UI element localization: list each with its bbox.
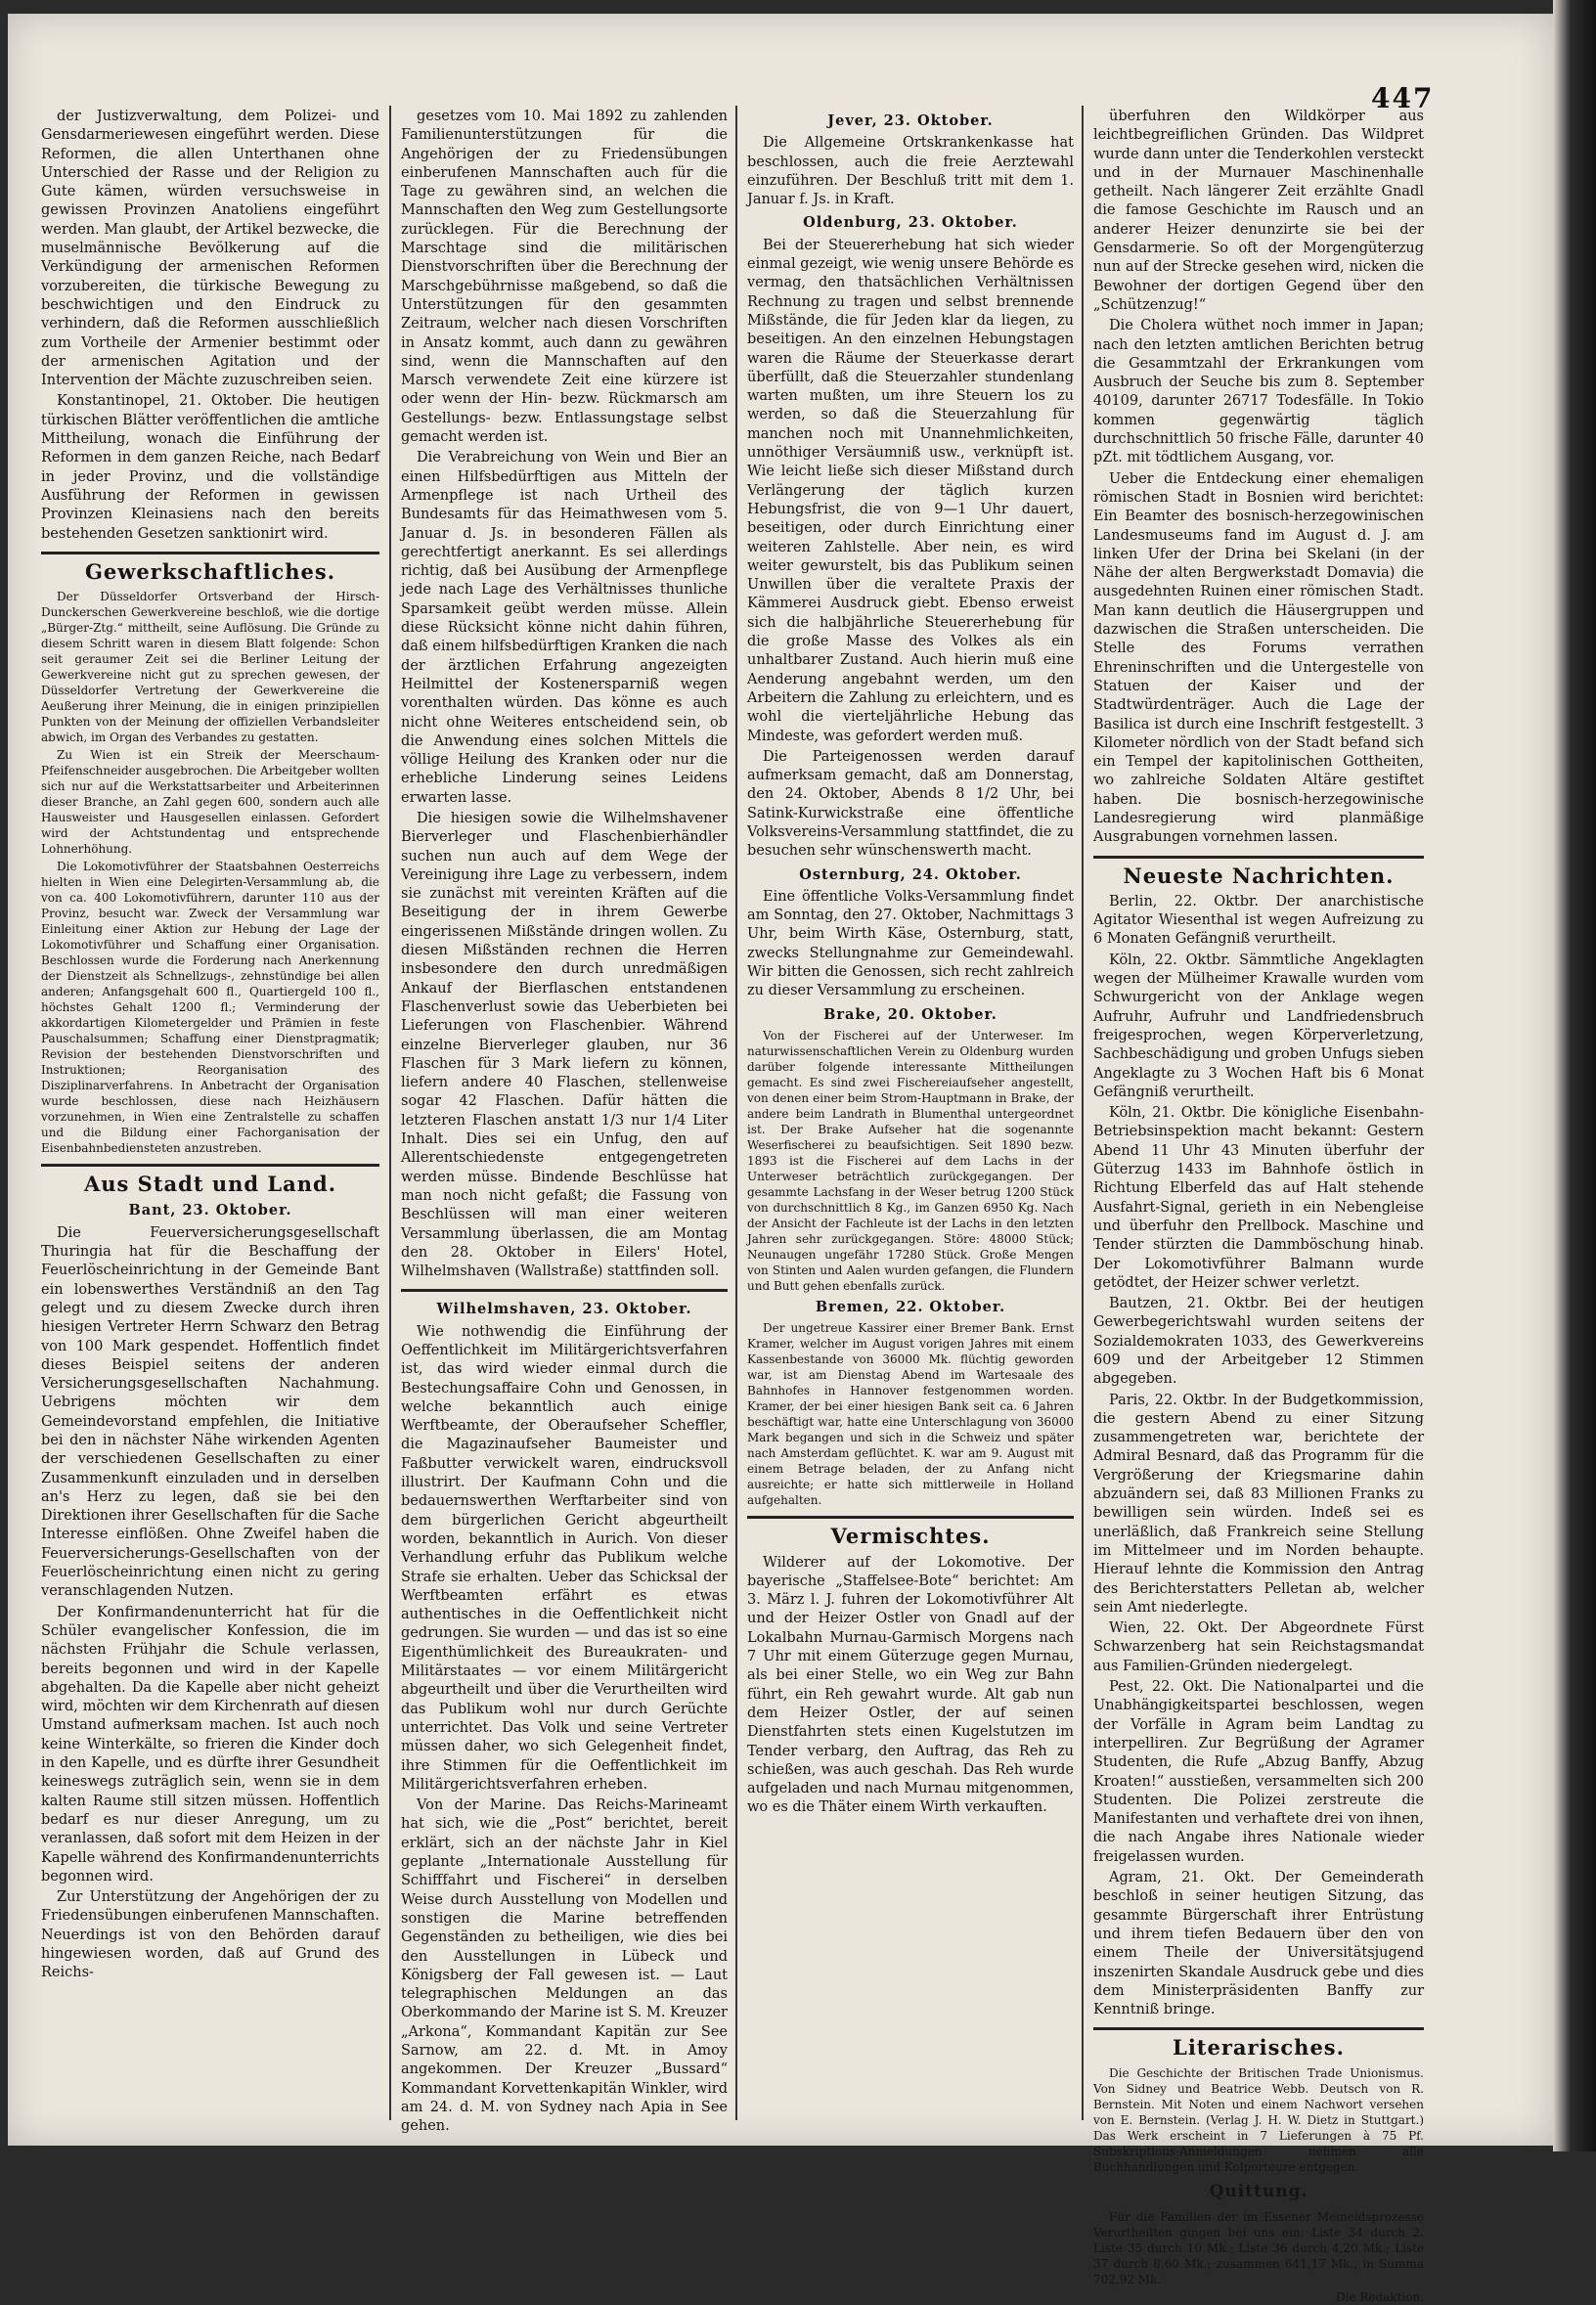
article-paragraph: Der ungetreue Kassirer einer Bremer Bank. Ernst Kramer, welcher im August vorigen Jahres mit einem Kassenbestande von 36000 Mk. flüchtig geworden war, ist am Dienstag Abend im Wartesaale des Bahnhofes in Hannover festgenommen worden. Kramer, der bei einer hiesigen Bank seit ca. 6 Jahren beschäftigt war, hatte eine Unterschlagung von 36000 Mark begangen und sich in die Schweiz und später nach Amsterdam geflüchtet. K. war am 9. August mit einem Betrage beladen, der zu Anfang nicht ausreichte; er hatte sich mittlerweile in Holland aufgehalten. <box>747 1321 1074 1508</box>
dateline: Osternburg, 24. Oktober. <box>799 865 1022 883</box>
article-paragraph: Wien, 22. Okt. Der Abgeordnete Fürst Schwarzenberg hat sein Reichstagsmandat aus Familien-Gründen niedergelegt. <box>1093 1620 1424 1674</box>
section-heading: Vermischtes. <box>830 1524 991 1549</box>
article-paragraph: Die Geschichte der Britischen Trade Unionismus. Von Sidney und Beatrice Webb. Deutsch von R. Bernstein. Mit Noten und einem Nachwort versehen von E. Bernstein. (Verlag J. H. W. Dietz in Stuttgart.) Das Werk erscheint in 7 Lieferungen à 75 Pf. Subskriptions-Anmeldungen nehmen alle Buchhandlungen und Kolporteure entgegen. <box>1093 2065 1424 2174</box>
page-edge-shadow <box>1553 0 1596 2151</box>
column-1 <box>41 108 379 1985</box>
section-divider <box>401 1289 728 1292</box>
article-paragraph: Die Allgemeine Ortskrankenkasse hat beschlossen, auch die freie Aerztewahl einzuführen. Der Beschluß tritt mit dem 1. Januar f. Js. in Kraft. <box>747 135 1074 208</box>
section-heading: Aus Stadt und Land. <box>83 1172 337 1197</box>
dateline: Wilhelmshaven, 23. Oktober. <box>436 1301 692 1318</box>
dateline: Oldenburg, 23. Oktober. <box>803 214 1018 232</box>
article-paragraph: Für die Familien der im Essener Meineidsprozesse Verurtheilten gingen bei uns ein: Liste 34 durch 2. Liste 35 durch 10 Mk.; Liste 36 durch 4,20 Mk.; Liste 37 durch 8,60 Mk.; zusammen 641,17 Mk., in Summa 702,92 Mk. <box>1093 2209 1424 2286</box>
article-paragraph: Die Lokomotivführer der Staatsbahnen Oesterreichs hielten in Wien eine Delegirten-Versammlung ab, die von ca. 400 Lokomotivführern, darunter 110 aus der Provinz, besucht war. Zweck der Versammlung war Einleitung einer Aktion zur Hebung der Lage der Lokomotivführer und Schaffung einer Organisation. Beschlossen wurde die Forderung nach Anerkennung der Dienstzeit als Schnellzugs-, zehnstündige bei allen anderen; Anfangsgehalt 600 fl., Quartiergeld 100 fl., höchstes Gehalt 1200 fl.; Verminderung der akkordartigen Kilometergelder und Prämien in feste Pauschalsummen; Schaffung einer Dienstpragmatik; Revision der bestehenden Dienstvorschriften und Instruktionen; Reorganisation des Disziplinarverfahrens. In Anbetracht der Organisation wurde beschlossen, diese nach Heizhäusern vorzunehmen, in Wien eine Zentralstelle zu schaffen und die Bildung einer Fachorganisation der Eisenbahnbediensteten anzustreben. <box>41 860 379 1156</box>
column-rule <box>389 106 391 2120</box>
article-paragraph: Köln, 22. Oktbr. Sämmtliche Angeklagten wegen der Mülheimer Krawalle wurden vom Schwurgericht von der Anklage wegen Aufruhr, Aufruhr und Landfriedensbruch freigesprochen, wegen Körperverletzung, Sachbeschädigung und groben Unfugs sieben Angeklagte zu 3 Wochen Haft bis 6 Monat Gefängniß verurtheilt. <box>1093 952 1424 1100</box>
section-heading: Gewerkschaftliches. <box>84 558 336 584</box>
article-paragraph: Paris, 22. Oktbr. In der Budgetkommission, die gestern Abend zu einer Sitzung zusammengetreten war, berichtete der Admiral Besnard, daß das Programm für die Vergrößerung der Kriegsmarine dahin abzuändern sei, daß 83 Millionen Franks zu bewilligen sein würden. Indeß sei es unerläßlich, daß Frankreich seine Stellung im Mittelmeer und im Norden behaupte. Hierauf lehnte die Kommission den Antrag des Berichterstatters Pelletan ab, welcher sein Amt niederlegte. <box>1093 1392 1424 1616</box>
article-paragraph: Berlin, 22. Oktbr. Der anarchistische Agitator Wiesenthal ist wegen Aufreizung zu 6 Monaten Gefängniß verurtheilt. <box>1093 893 1424 948</box>
article-paragraph: Ueber die Entdeckung einer ehemaligen römischen Stadt in Bosnien wird berichtet: Ein Beamter des bosnisch-herzegowinischen Landesmuseums fand im August d. J. am linken Ufer der Drina bei Skelani (in der Nähe der alten Bergwerkstadt Domavia) die ausgedehnten Ruinen einer römischen Stadt. Man kann deutlich die Häusergruppen und dazwischen die Straßen unterscheiden. Die Stelle des Forums verrathen Ehreninschriften und die Untergestelle von Statuen der Kaiser und der Stadtwürdenträger. Auch die Lage der Basilica ist durch eine Inschrift festgestellt. 3 Kilometer nördlich von der Stadt befand sich ein Tempel der kapitolinischen Gottheiten, wo zahlreiche Soldaten Altäre gestiftet haben. Die bosnisch-herzegowinische Landesregierung wird planmäßige Ausgrabungen vornehmen lassen. <box>1093 470 1424 846</box>
column-rule <box>1082 106 1084 2120</box>
article-paragraph: Agram, 21. Okt. Der Gemeinderath beschloß in seiner heutigen Sitzung, das gesammte Bürgerschaft ihrer Entrüstung und ihrem tiefen Bedauern über den von einem Theile der Universitätsjugend inszenirten Skandale Ausdruck gebe und dies dem Ministerpräsidenten Banffy zur Kenntniß bringe. <box>1093 1870 1424 2018</box>
section-heading: Quittung. <box>1209 2181 1308 2201</box>
article-paragraph: Eine öffentliche Volks-Versammlung findet am Sonntag, den 27. Oktober, Nachmittags 3 Uhr, beim Wirth Käse, Osternburg, statt, zwecks Stellungnahme zur Gemeindewahl. Wir bitten die Genossen, sich recht zahlreich zu dieser Versammlung zu erscheinen. <box>747 888 1074 999</box>
dateline: Bant, 23. Oktober. <box>128 1202 292 1219</box>
section-heading: Literarisches. <box>1173 2035 1345 2061</box>
article-paragraph: Die Parteigenossen werden darauf aufmerksam gemacht, daß am Donnerstag, den 24. Oktober, Abends 8 1/2 Uhr, bei Satink-Kurwickstraße eine öffentliche Volksvereins-Versammlung stattfindet, die zu besuchen sehr wünschenswerth macht. <box>747 748 1074 860</box>
page-number: 447 <box>1371 82 1435 114</box>
article-paragraph: Zur Unterstützung der Angehörigen der zu Friedensübungen einberufenen Mannschaften. Neuerdings ist von den Behörden darauf hingewiesen worden, daß auf Grund des Reichs- <box>41 1889 379 1981</box>
column-4 <box>1093 108 1424 2305</box>
article-paragraph: Bei der Steuererhebung hat sich wieder einmal gezeigt, wie wenig unsere Behörde es vermag, den thatsächlichen Verhältnissen Rechnung zu tragen und selbst brennende Mißstände, die für Jeden klar da liegen, zu beseitigen. An den einzelnen Hebungstagen waren die Räume der Steuerkasse derart überfüllt, daß die Steuerzahler stundenlang warten mußten, um ihre Steuern los zu werden, so daß die Steuerzahlung für manchen noch mit Unannehmlichkeiten, unnöthiger Versäumniß usw., verknüpft ist. Wie leicht ließe sich dieser Mißstand durch Verlängerung der täglich kurzen Hebungsfrist, die von 9—1 Uhr dauert, beseitigen, oder durch Einrichtung einer weiteren Zahlstelle. Aber nein, es wird weiter gewurstelt, bis das Publikum seinen Unwillen über die veraltete Praxis der Kämmerei Ausdruck giebt. Ebenso erweist sich die halbjährliche Steuererhebung für die große Masse des Volkes als ein unhaltbarer Zustand. Auch hierin muß eine Aenderung angebahnt werden, um den Arbeitern die Zahlung zu erleichtern, und es wohl die vierteljährliche Hebung das Mindeste, was gefordert werden muß. <box>747 237 1074 744</box>
article-paragraph: Konstantinopel, 21. Oktober. Die heutigen türkischen Blätter veröffentlichen die amtliche Mittheilung, wonach die Einführung der Reformen in dem ganzen Reiche, nach Bedarf in jeder Provinz, und die vollständige Ausführung der Reformen in gewissen Provinzen Kleinasiens nach den bereits bestehenden Gesetzen sanktionirt wird. <box>41 393 379 542</box>
article-paragraph: Die hiesigen sowie die Wilhelmshavener Bierverleger und Flaschenbierhändler suchen nun auch auf dem Wege der Vereinigung ihre Lage zu verbessern, indem sie zunächst mit vereinten Kräften auf die Beseitigung der in ihrem Gewerbe eingerissenen Mißstände dringen wollen. Zu diesen Mißständen rechnen die Herren insbesondere den durch unredmäßigen Ankauf der Bierflaschen entstandenen Flaschenverlust sowie das Ueberbieten bei Lieferungen von Flaschenbier. Während einzelne Bierverleger glauben, nur 36 Flaschen für 3 Mark liefern zu können, liefern andere 40 Flaschen, stellenweise sogar 42 Flaschen. Dafür hätten die letzteren Flaschen anstatt 1/3 nur 1/4 Liter Inhalt. Dies sei ein Unfug, den auf Allerentschiedenste entgegengetreten werden müsse. Bindende Beschlüsse hat man noch nicht gefaßt; die Fassung von Beschlüssen will man einer weiteren Versammlung überlassen, die am Montag den 28. Oktober in Eilers' Hotel, Wilhelmshaven (Wallstraße) stattfinden soll. <box>401 810 728 1280</box>
article-paragraph: Wilderer auf der Lokomotive. Der bayerische „Staffelsee-Bote“ berichtet: Am 3. März l. J. fuhren der Lokomotivführer Alt und der Heizer Ostler von Gnadl auf der Lokalbahn Murnau-Garmisch Morgens nach 7 Uhr mit einem Güterzuge gegen Murnau, als bei einer Stelle, wo ein Weg zur Bahn führt, ein Reh gewahrt wurde. Alt gab nun dem Heizer Ostler, der auf seinen Dienstfahrten stets einen Kugelstutzen im Tender verbarg, den Auftrag, das Reh zu schießen, was auch geschah. Das Reh wurde aufgeladen und nach Murnau mitgenommen, wo es die Thäter einem Wirth verkauften. <box>747 1554 1074 1816</box>
article-paragraph: Die Cholera wüthet noch immer in Japan; nach den letzten amtlichen Berichten betrug die Gesammtzahl der Erkrankungen vom Ausbruch der Seuche bis zum 8. September 40109, darunter 26717 Todesfälle. In Tokio kommen gegenwärtig täglich durchschnittlich 50 frische Fälle, darunter 40 pZt. mit tödtlichem Ausgang, vor. <box>1093 318 1424 466</box>
article-paragraph: Köln, 21. Oktbr. Die königliche Eisenbahn-Betriebsinspektion macht bekannt: Gestern Abend 11 Uhr 43 Minuten überfuhr der Güterzug 1433 im Bahnhofe östlich in Richtung Elberfeld das auf Halt stehende Ausfahrt-Signal, gerieth in ein Nebengleise und überfuhr den Prellbock. Maschine und Tender stürzten die Dammböschung hinab. Der Lokomotivführer Balmann wurde getödtet, der Heizer schwer verletzt. <box>1093 1105 1424 1291</box>
article-paragraph: Der Düsseldorfer Ortsverband der Hirsch-Dunckerschen Gewerkvereine beschloß, wie die dortige „Bürger-Ztg.“ mittheilt, seine Auflösung. Die Gründe zu diesem Schritt waren in diesem Blatt folgende: Schon seit geraumer Zeit sei die Berliner Leitung der Gewerkvereine nicht gut zu sprechen gewesen, der Düsseldorfer Vertretung der Gewerkvereine die Aeußerung ihrer Meinung, die in einigen prinzipiellen Punkten von der Meinung der offiziellen Verbandsleiter abwich, im Organ des Verbandes zu gestatten. <box>41 590 379 745</box>
dateline: Jever, 23. Oktober. <box>827 112 994 129</box>
signature: Die Redaktion. <box>1335 2289 1424 2304</box>
article-paragraph: Die Verabreichung von Wein und Bier an einen Hilfsbedürftigen aus Mitteln der Armenpflege ist nach Urtheil des Bundesamts für das Heimathwesen vom 5. Januar d. Js. in besonderen Fällen als gerechtfertigt anerkannt. Es sei allerdings richtig, daß bei Ausübung der Armenpflege jede nach Lage des Verhältnisses thunliche Sparsamkeit geübt werden müsse. Allein diese Rücksicht könne nicht dahin führen, daß einem hilfsbedürftigen Kranken die nach der ärztlichen Erfahrung angezeigten Heilmittel der Kostenersparniß wegen vorenthalten würden. Das könne es auch nicht ohne Weiteres entscheidend sein, ob die Anwendung eines solchen Mittels die völlige Heilung des Kranken oder nur die erhebliche Linderung seines Leidens erwarten lasse. <box>401 450 728 806</box>
section-divider <box>41 552 379 554</box>
section-divider <box>1093 856 1424 859</box>
section-divider <box>41 1164 379 1167</box>
section-heading: Neueste Nachrichten. <box>1123 863 1395 888</box>
article-paragraph: Der Konfirmandenunterricht hat für die Schüler evangelischer Konfession, die im nächsten Frühjahr die Schule verlassen, bereits begonnen und wird in der Kapelle abgehalten. Da die Kapelle aber nicht geheizt wird, möchten wir dem Kirchenrath auf diesen Umstand aufmerksam machen. Ist auch noch keine Winterkälte, so frieren die Kinder doch in den Kapelle, und es dürfte ihrer Gesundheit keineswegs zuträglich sein, wenn sie in dem kalten Raume still sitzen müssen. Hoffentlich bedarf es nur dieser Anregung, um zu veranlassen, daß sofort mit dem Heizen in der Kapelle während des Konfirmandenunterrichts begonnen wird. <box>41 1604 379 1884</box>
article-paragraph: Von der Marine. Das Reichs-Marineamt hat sich, wie die „Post“ berichtet, bereit erklärt, sich an der nächste Jahr in Kiel geplante „Internationale Ausstellung für Schifffahrt und Fischerei“ in derselben Weise durch Ausstellung von Modellen und sonstigen die Marine betreffenden Gegenständen zu betheiligen, wie dies bei den Ausstellungen in Lübeck und Königsberg der Fall gewesen ist. — Laut telegraphischen Meldungen an das Oberkommando der Marine ist S. M. Kreuzer „Arkona“, Kommandant Kapitän zur See Sarnow, am 22. d. Mt. in Amoy angekommen. Der Kreuzer „Bussard“ Kommandant Korvettenkapitän Winkler, wird am 24. d. M. von Sydney nach Apia in See gehen. <box>401 1797 728 2135</box>
article-paragraph: Bautzen, 21. Oktbr. Bei der heutigen Gewerbegerichtswahl wurden seitens der Sozialdemokraten 1033, des Gewerkvereins 609 und der Arbeitgeber 12 Stimmen abgegeben. <box>1093 1296 1424 1388</box>
section-divider <box>747 1516 1074 1519</box>
article-paragraph: überfuhren den Wildkörper aus leichtbegreiflichen Gründen. Das Wildpret wurde dann unter die Tenderkohlen versteckt und in der Murnauer Maschinenhalle getheilt. Nach längerer Zeit erzählte Gnadl die famose Geschichte im Rausch und an anderer Heizer denunzirte sie bei der Gensdarmerie. So oft der Morgengüterzug nun auf der Strecke gesehen wird, nicken die Bewohner der dortigen Gegend über den „Schützenzug!“ <box>1093 109 1424 313</box>
article-paragraph: gesetzes vom 10. Mai 1892 zu zahlenden Familienunterstützungen für die Angehörigen der zu Friedensübungen einberufenen Mannschaften auch für die Tage zu gewähren sind, an welchen die Mannschaften den Weg zum Gestellungsorte zurücklegen. Für die Berechnung der Marschtage sind die militärischen Dienstvorschriften über die Berechnung der Marschgebührnisse maßgebend, so daß die Unterstützungen für den gesammten Zeitraum, welcher nach diesen Vorschriften in Ansatz kommt, auch dann zu gewähren sind, wenn die Mannschaften auf den Marsch verwendete Zeit eine kürzere ist oder wenn der Hin- bezw. Rückmarsch am Gestellungs- bezw. Entlassungstage selbst gemacht werden ist. <box>401 109 728 446</box>
dateline: Bremen, 22. Oktober. <box>815 1298 1006 1315</box>
section-divider <box>1093 2027 1424 2030</box>
dateline: Brake, 20. Oktober. <box>823 1005 998 1023</box>
article-paragraph: Die Feuerversicherungsgesellschaft Thuringia hat für die Beschaffung der Feuerlöscheinrichtung in der Gemeinde Bant ein lobenswerthes Verständniß an den Tag gelegt und zu diesem Zwecke durch ihren hiesigen Vertreter Herrn Schwarz den Betrag von 100 Mark gespendet. Hoffentlich findet dieses Beispiel seitens der anderen Versicherungsgesellschaften Nachahmung. Uebrigens möchten wir dem Gemeindevorstand empfehlen, die Initiative bei den in nächster Nähe wirkenden Agenten der verschiedenen Gesellschaften zu einer Zusammenkunft einzuladen und in derselben an's Herz zu legen, daß sie bei den Direktionen ihrer Gesellschaften für die Sache Interesse einflößen. Ohne Zweifel haben die Feuerversicherungs-Gesellschaften von der Feuerlöscheinrichtung einen nicht zu gering veranschlagenden Nutzen. <box>41 1224 379 1600</box>
article-paragraph: der Justizverwaltung, dem Polizei- und Gensdarmeriewesen eingeführt werden. Diese Reformen, die allen Unterthanen ohne Unterschied der Rasse und der Religion zu Gute kämen, würden versuchsweise in gewissen Provinzen Anatoliens eingeführt werden. Man glaubt, der Artikel bezwecke, die muselmännische Bevölkerung auf die Verkündigung der armenischen Reformen vorzubereiten, die türkische Bewegung zu beschwichtigen und den Eindruck zu verhindern, daß die Reformen ausschließlich zum Vortheile der Armenier bestimmt oder der armenischen Agitation und der Intervention der Mächte zuzuschreiben seien. <box>41 109 379 389</box>
article-paragraph: Zu Wien ist ein Streik der Meerschaum-Pfeifenschneider ausgebrochen. Die Arbeitgeber wollten sich nur auf die Werkstattsarbeiter und Arbeiterinnen dieser Branche, an Zahl gegen 600, sondern auch alle Hausweister und Hausgesellen einlassen. Gefordert wird der Achtstundentag und entsprechende Lohnerhöhung. <box>41 748 379 857</box>
column-3 <box>747 108 1074 1820</box>
column-2 <box>401 108 728 2138</box>
column-rule <box>735 106 737 2120</box>
article-paragraph: Von der Fischerei auf der Unterweser. Im naturwissenschaftlichen Verein zu Oldenburg wurden darüber folgende interessante Mittheilungen gemacht. Es sind zwei Fischereiaufseher angestellt, von denen einer beim Strom-Hauptmann in Brake, der andere beim Landrath in Blumenthal untergeordnet ist. Der Brake Aufseher hat die sogenannte Weserfischerei zu beaufsichtigen. Seit 1890 bezw. 1893 ist die Fischerei auf dem Lachs in der Unterweser beträchtlich zurückgegangen. Der gesammte Lachsfang in der Weser betrug 1200 Stück von durchschnittlich 8 Kg., im Ganzen 6950 Kg. Nach der Ansicht der Fachleute ist der Lachs in den letzten Jahren sehr zurückgegangen. Störe: 48000 Stück; Neunaugen ungefähr 17280 Stück. Große Mengen von Stinten und Aalen wurden gefangen, die Flundern und Butt gehen ebenfalls zurück. <box>747 1028 1074 1293</box>
article-paragraph: Wie nothwendig die Einführung der Oeffentlichkeit im Militärgerichtsverfahren ist, das wird wieder einmal durch die Bestechungsaffaire Cohn und Genossen, in welche bekanntlich auch einige Werftbeamte, der Oberaufseher Scheffler, die Magazinaufseher Baumeister und Faßbutter verwickelt waren, eindrucksvoll illustrirt. Der Kaufmann Cohn und die bedauernswerthen Werftarbeiter sind von dem bürgerlichen Gericht abgeurtheilt worden, bekanntlich in Aurich. Von dieser Verhandlung erfuhr das Publikum welche Strafe sie erhalten. Ueber das Schicksal der Werftbeamten erfährt es etwas authentisches in die Oeffentlichkeit nicht gedrungen. Sie wurden — und das ist so eine Eigenthümlichkeit des Bureaukraten- und Militärstaates — vor einem Militärgericht abgeurtheilt und über die Verurtheilten wird das Publikum wohl nur durch Gerüchte unterrichtet. Das Volk und seine Vertreter müssen daher, wo sich Gelegenheit findet, ihre Stimmen für die Oeffentlichkeit im Militärgerichtsverfahren erheben. <box>401 1323 728 1793</box>
article-paragraph: Pest, 22. Okt. Die Nationalpartei und die Unabhängigkeitspartei beschlossen, wegen der Vorfälle in Agram beim Landtag zu interpelliren. Zur Begrüßung der Agramer Studenten, die Rufe „Abzug Banffy, Abzug Kroaten!“ ausstießen, versammelten sich 200 Studenten. Die Polizei zerstreute die Manifestanten und verhaftete drei von ihnen, die nach Angabe ihres Nationale wieder freigelassen wurden. <box>1093 1679 1424 1865</box>
